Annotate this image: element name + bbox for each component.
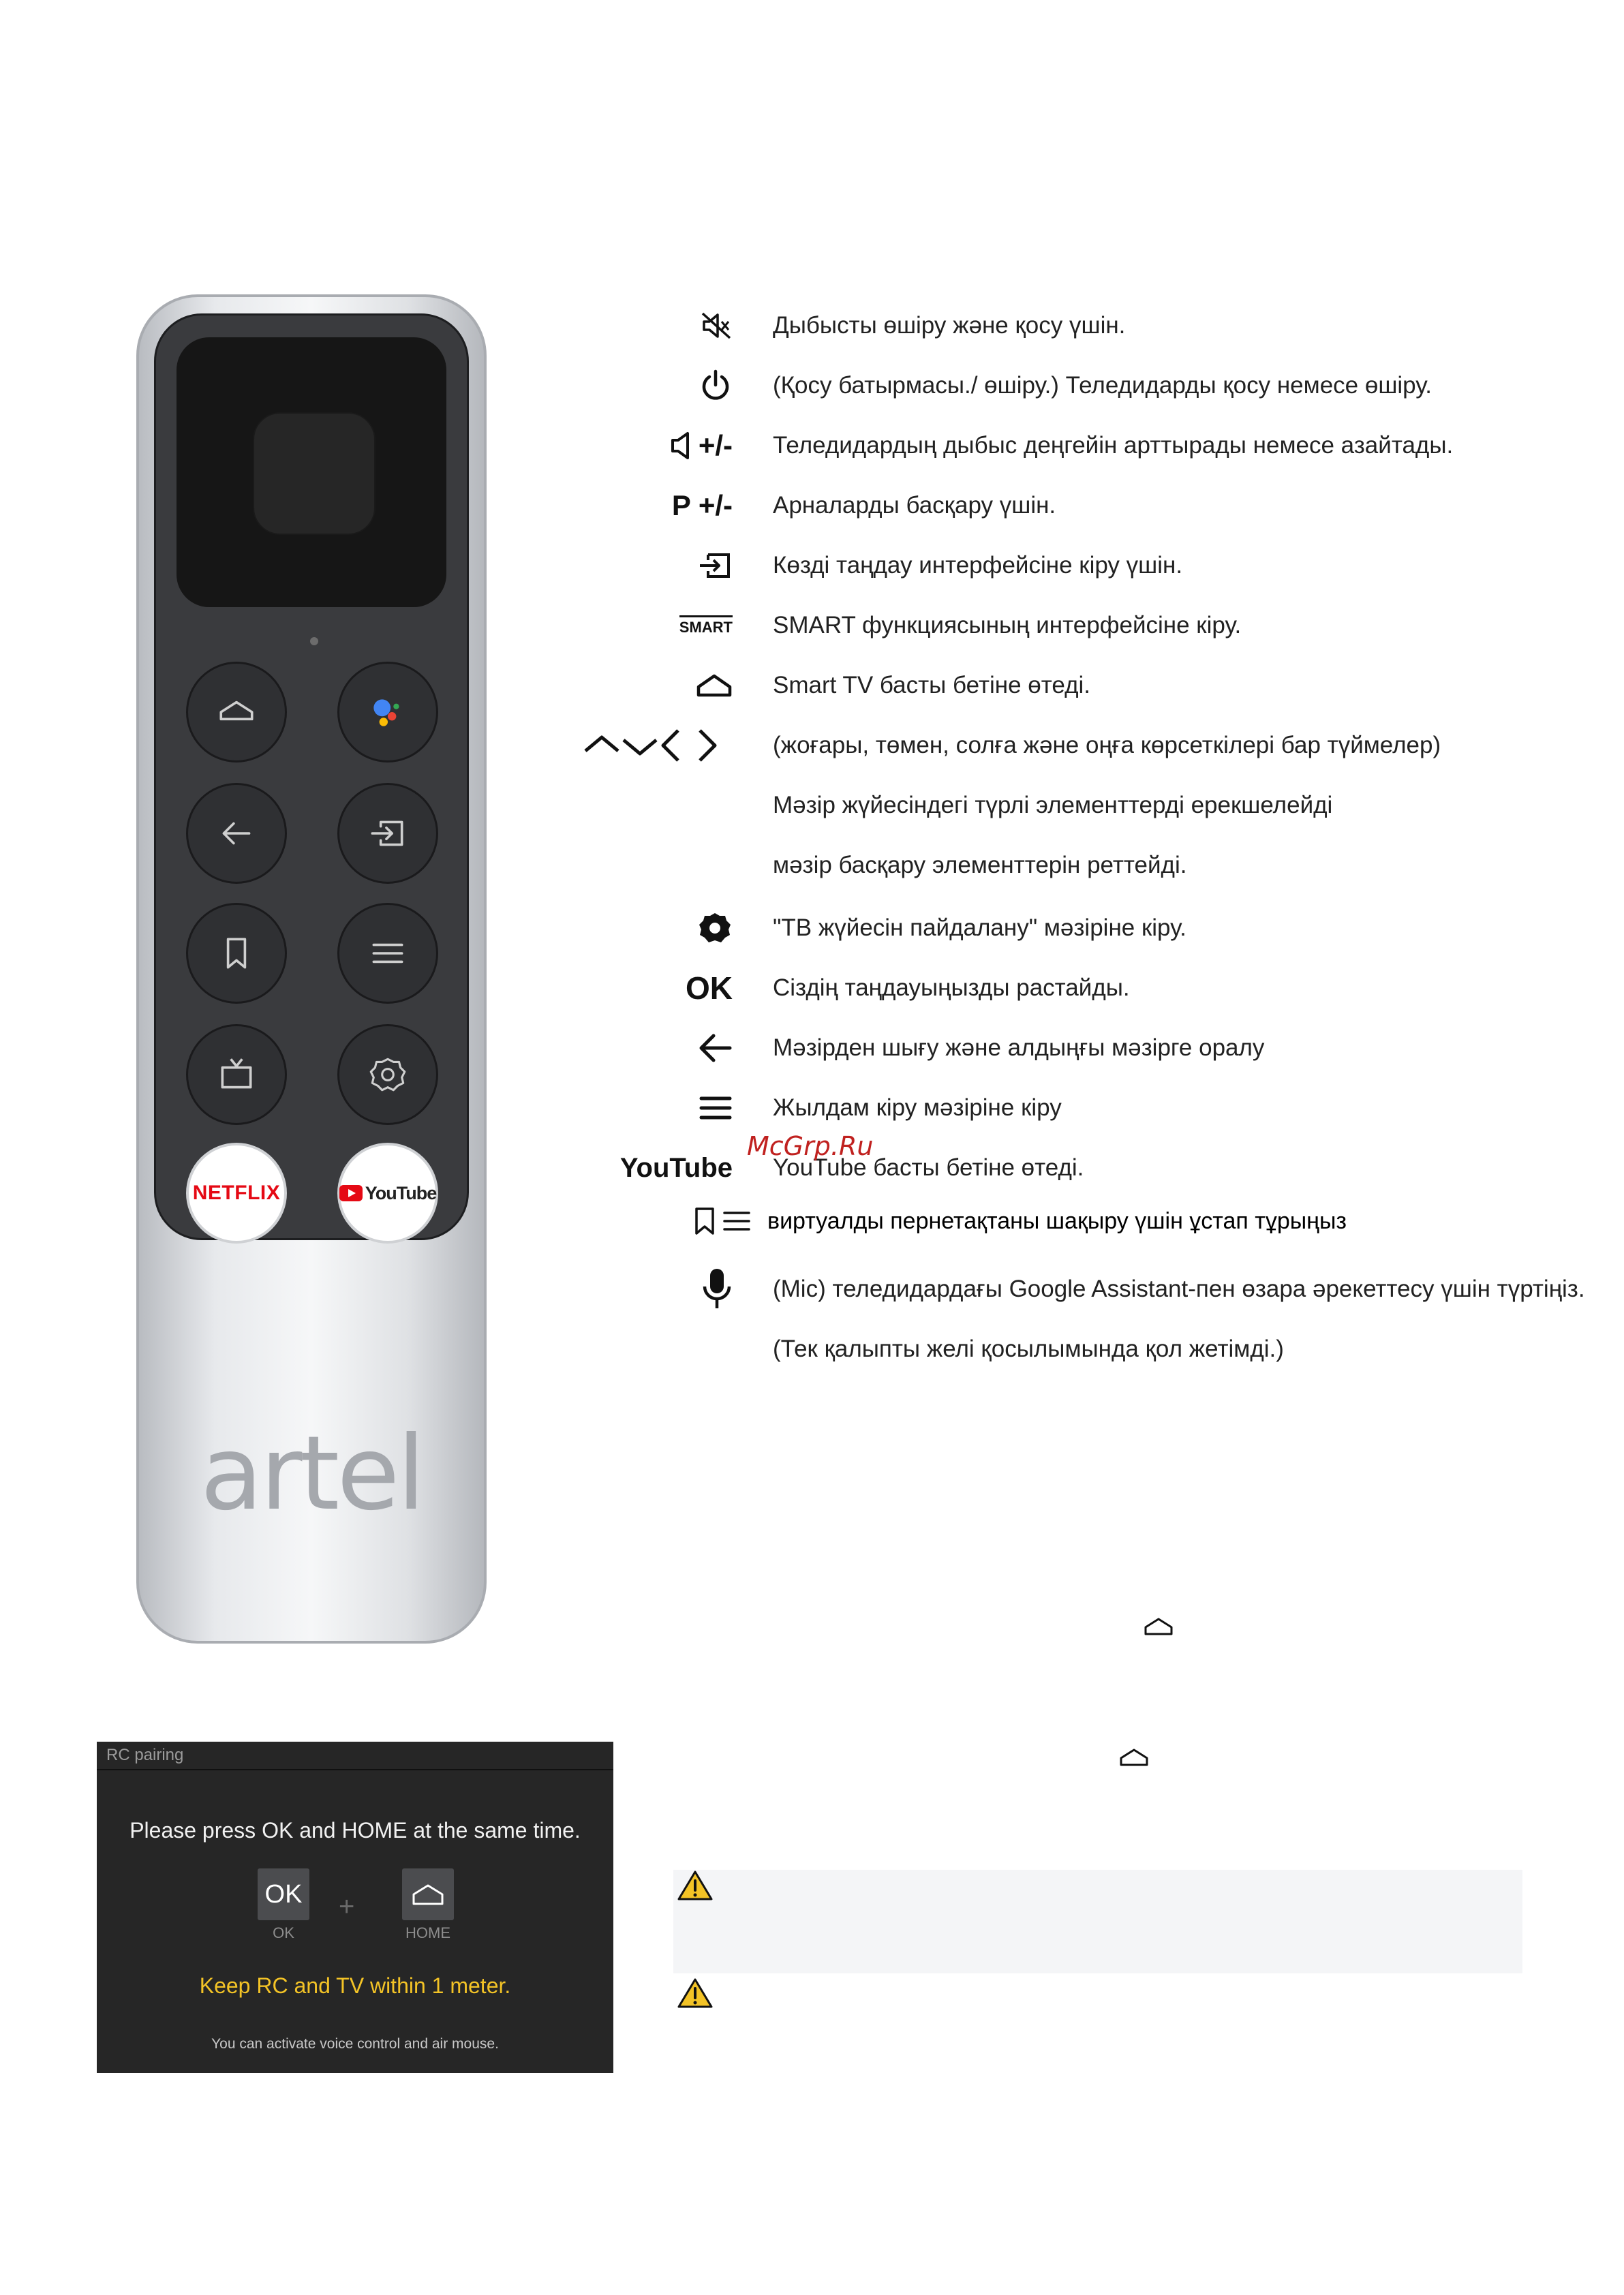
legend-row: P +/- Арналарды басқару үшін. — [671, 489, 1056, 521]
legend-row: Мәзір жүйесіндегі түрлі элементтерді ерекшелейді — [773, 792, 1333, 818]
home-icon — [1119, 1747, 1149, 1768]
legend-row: Көзді таңдау интерфейсіне кіру үшін. — [0, 545, 1624, 586]
back-arrow-icon — [697, 1032, 733, 1064]
channel-icon: P +/- — [671, 489, 733, 521]
warning-icon — [677, 1870, 713, 1901]
legend-row: Жылдам кіру мәзіріне кіру — [0, 1088, 1624, 1128]
netflix-logo: NETFLIX — [192, 1182, 281, 1204]
distance-hint: Keep RC and TV within 1 meter. — [199, 1973, 511, 1998]
youtube-logo: YouTube — [339, 1183, 436, 1204]
legend-row: (Тек қалыпты желі қосылымында қол жетімді.) — [773, 1336, 1284, 1362]
legend-row: (Қосу батырмасы./ өшіру.) Теледидарды қосу немесе өшіру. — [0, 365, 1624, 406]
home-key — [402, 1868, 454, 1920]
legend-row: виртуалды пернетақтаны шақыру үшін ұстап тұрыңыз — [0, 1201, 1624, 1242]
volume-icon — [670, 431, 693, 461]
legend-row: YouTube YouTube басты бетіне өтеді. — [619, 1152, 1084, 1183]
menu-icon — [699, 1094, 733, 1122]
home-icon — [1144, 1616, 1174, 1637]
divider — [97, 1769, 613, 1770]
brand-logo: artel — [200, 1415, 423, 1533]
youtube-icon: YouTube — [619, 1152, 733, 1183]
input-source-icon — [697, 551, 733, 581]
pairing-title: RC pairing — [106, 1746, 184, 1764]
arrows-icon — [583, 726, 726, 765]
legend-row: Smart TV басты бетіне өтеді. — [0, 665, 1624, 706]
bookmark-icon — [693, 1206, 716, 1236]
settings-icon — [697, 910, 733, 946]
legend-row: +/- Теледидардың дыбыс деңгейін арттырады немесе азайтады. — [0, 425, 1624, 466]
legend-row: (Mic) теледидардағы Google Assistant-пен өзара әрекеттесу үшін түртіңіз. — [0, 1269, 1624, 1310]
legend-row: SMART SMART функциясының интерфейсіне кіру. — [679, 612, 1242, 638]
legend-row: мәзір басқару элементтерін реттейді. — [773, 852, 1187, 878]
legend-row: "ТВ жүйесін пайдалану" мәзіріне кіру. — [0, 908, 1624, 949]
plus-sign: + — [339, 1892, 355, 1922]
legend-row: OK Сіздің таңдауыңызды растайды. — [686, 970, 1130, 1006]
rc-pairing-dialog — [97, 1742, 613, 2073]
home-icon — [411, 1882, 445, 1907]
ok-key: OK — [258, 1868, 309, 1920]
warning-icon — [677, 1977, 713, 2009]
warning-box — [673, 1870, 1522, 1973]
smart-icon: SMART — [679, 615, 733, 636]
voice-hint: You can activate voice control and air mouse. — [211, 2036, 499, 2052]
legend-row: Мәзірден шығу және алдыңғы мәзірге оралу — [0, 1028, 1624, 1068]
home-icon — [696, 672, 733, 699]
watermark: McGrp.Ru — [747, 1131, 874, 1161]
mute-icon — [700, 309, 733, 342]
mic-icon — [701, 1267, 733, 1311]
legend-row: Дыбысты өшіру және қосу үшін. — [0, 305, 1624, 346]
ok-icon: OK — [686, 970, 733, 1006]
pairing-message: Please press OK and HOME at the same time. — [129, 1818, 581, 1843]
power-icon — [699, 369, 733, 403]
menu-icon — [722, 1209, 752, 1233]
legend-row: (жоғары, төмен, солға және оңға көрсеткілері бар түймелер) — [0, 725, 1624, 766]
ok-caption: OK — [273, 1924, 294, 1941]
home-caption: HOME — [405, 1924, 450, 1941]
